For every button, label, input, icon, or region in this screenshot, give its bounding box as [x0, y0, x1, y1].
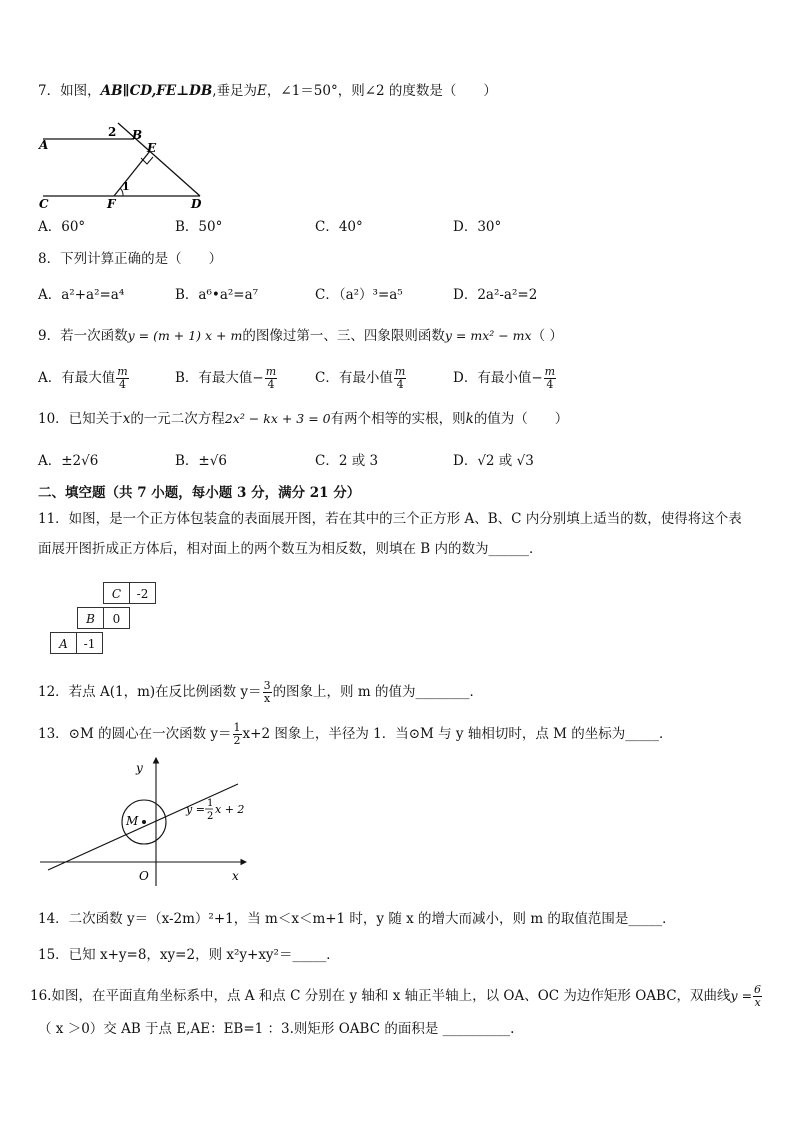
q10-text-a: 10．已知关于 — [38, 411, 123, 427]
q7-text-a: 7．如图， — [38, 83, 101, 99]
q12-num: 3 — [263, 679, 271, 692]
q9-option-c-label: C．有最小值 — [315, 370, 393, 386]
q11-cell-c-value: -2 — [129, 582, 156, 604]
q9-option-b[interactable] — [175, 366, 278, 391]
q10-option-d[interactable]: D．√2 或 √3 — [453, 453, 534, 469]
q16-den: x — [754, 996, 761, 1009]
q7-label-f: F — [107, 197, 116, 210]
q9-text-c: （ ） — [531, 328, 563, 344]
q9-stem — [38, 327, 563, 345]
q8-option-d[interactable]: D．2a²-a²=2 — [453, 287, 538, 303]
q7-label-c: C — [39, 197, 49, 210]
q7-label-a: A — [39, 138, 49, 152]
q16-num: 6 — [754, 983, 762, 996]
q12-fraction — [263, 680, 272, 705]
q10-option-a[interactable]: A．±2√6 — [38, 453, 99, 469]
q9-option-b-sign: − — [252, 370, 264, 386]
q9-option-d-label: D．有最小值 — [453, 370, 532, 386]
q13-text-b: x+2 图象上，半径为 1．当⊙M 与 y 轴相切时，点 M 的坐标为_____． — [242, 726, 673, 742]
q10-option-b[interactable]: B．±√6 — [175, 453, 227, 469]
q9-option-b-num: m — [265, 365, 277, 378]
q9-option-c-den: 4 — [396, 378, 404, 391]
q7-stem — [38, 82, 497, 100]
q11-cell-b-value: 0 — [103, 607, 130, 629]
q13-fig-x-label: x — [232, 869, 239, 883]
q11-cell-a: A — [50, 632, 77, 654]
q9-text-b: 的图像过第一、三、四象限则函数 — [242, 328, 445, 344]
q9-option-c-num: m — [394, 365, 406, 378]
q13-figure — [36, 752, 252, 888]
q8-stem: 8．下列计算正确的是（ ） — [38, 251, 223, 267]
q7-text-c: ,垂足为 — [212, 83, 258, 99]
q7-label-d: D — [191, 197, 202, 210]
q9-option-d-num: m — [544, 365, 556, 378]
q9-option-a-den: 4 — [118, 378, 126, 391]
q14-stem: 14．二次函数 y＝（x-2m）²+1，当 m＜x＜m+1 时，y 随 x 的增大而减小，则 m 的取值范围是_____． — [38, 911, 676, 927]
q7-option-a[interactable]: A．60° — [38, 219, 86, 235]
q10-option-c[interactable]: C．2 或 3 — [315, 453, 379, 469]
q9-formula2: y = mx² − mx — [444, 328, 532, 343]
q12-stem — [38, 680, 483, 705]
q11-net-figure — [50, 582, 160, 658]
q9-option-a-label: A．有最大值 — [38, 370, 116, 386]
q7-text-e: ，∠1＝50°，则∠2 的度数是（ ） — [266, 83, 497, 99]
q9-option-c[interactable] — [315, 366, 407, 391]
q13-fig-y-label: y — [136, 761, 143, 775]
q12-den: x — [263, 692, 271, 705]
q11-cell-c: C — [103, 582, 130, 604]
q10-text-b: 的一元二次方程 — [130, 411, 225, 427]
section-title: 二、填空题（共 7 小题，每小题 3 分，满分 21 分） — [38, 485, 361, 501]
q7-label-two: 2 — [108, 125, 117, 139]
q10-text-d: 的值为（ ） — [473, 411, 569, 427]
q15-stem: 15．已知 x+y=8，xy=2，则 x²y+xy²＝_____． — [38, 947, 340, 963]
q13-fig-eq-post: x + 2 — [215, 803, 245, 816]
q7-option-c[interactable]: C．40° — [315, 219, 363, 235]
q12-text-b: 的图象上，则 m 的值为________． — [272, 684, 483, 700]
q8-option-a[interactable]: A．a²+a²=a⁴ — [38, 287, 125, 303]
q9-option-d-den: 4 — [546, 378, 554, 391]
q10-var-k: k — [465, 411, 474, 427]
q13-fig-m-label: M — [126, 814, 139, 828]
q13-fig-origin: O — [139, 869, 149, 883]
q9-option-d-sign: − — [531, 370, 543, 386]
q11-cell-b: B — [77, 607, 104, 629]
q13-num: 1 — [233, 721, 241, 734]
q7-label-e: E — [147, 141, 157, 155]
q9-option-a[interactable] — [38, 366, 130, 391]
q16-line1 — [30, 984, 763, 1009]
q13-den: 2 — [233, 734, 241, 747]
q7-label-one: 1 — [122, 180, 130, 193]
q11-cell-a-value: -1 — [76, 632, 103, 654]
q9-option-b-fraction — [265, 366, 277, 391]
q10-text-c: 有两个相等的实根，则 — [330, 411, 466, 427]
q13-fig-eq-den: 2 — [207, 811, 214, 822]
q16-eq-pre: y = — [730, 988, 753, 1003]
q16-text-a: 16.如图，在平面直角坐标系中，点 A 和点 C 分别在 y 轴和 x 轴正半轴上，以 OA、OC 为边作矩形 OABC，双曲线 — [30, 988, 731, 1004]
q13-fig-eq-pre: y = — [186, 803, 205, 816]
q9-formula1: y = (m + 1) x + m — [127, 328, 243, 343]
q7-option-b[interactable]: B．50° — [175, 219, 223, 235]
q9-option-c-fraction — [394, 366, 406, 391]
q13-text-a: 13．⊙M 的圆心在一次函数 y＝ — [38, 726, 232, 742]
q12-text-a: 12．若点 A(1，m)在反比例函数 y＝ — [38, 684, 262, 700]
q9-option-a-fraction — [116, 366, 128, 391]
q9-option-d-fraction — [544, 366, 556, 391]
q9-option-d[interactable] — [453, 366, 557, 391]
q10-var-x: x — [122, 411, 131, 427]
q10-formula: 2x² − kx + 3 = 0 — [224, 411, 331, 426]
q9-option-a-num: m — [117, 365, 128, 378]
q10-stem — [38, 410, 568, 428]
q16-fraction — [753, 984, 762, 1009]
q7-label-b: B — [132, 128, 143, 142]
q7-figure — [34, 118, 214, 210]
q7-option-d[interactable]: D．30° — [453, 219, 502, 235]
q9-option-b-label: B．有最大值 — [175, 370, 253, 386]
q13-stem — [38, 722, 673, 747]
q13-fig-eq-num: 1 — [207, 798, 214, 809]
q16-line2: （ x ＞0）交 AB 于点 E,AE：EB=1 ：3.则矩形 OABC 的面积是 __________. — [38, 1021, 515, 1037]
q8-option-c[interactable]: C．（a²）³=a⁵ — [315, 287, 403, 303]
q8-option-b[interactable]: B．a⁶•a²=a⁷ — [175, 287, 259, 303]
q7-text-b: AB∥CD,FE⊥DB — [100, 83, 213, 99]
q9-text-a: 9．若一次函数 — [38, 328, 128, 344]
q7-text-d: E — [257, 83, 267, 99]
q11-line1: 11．如图，是一个正方体包装盒的表面展开图，若在其中的三个正方形 A、B、C 内分别填上适当的数，使得将这个表 — [38, 511, 742, 527]
q9-option-b-den: 4 — [267, 378, 275, 391]
q11-line2: 面展开图折成正方体后，相对面上的两个数互为相反数，则填在 B 内的数为______． — [38, 541, 543, 557]
q13-fraction — [233, 722, 242, 747]
